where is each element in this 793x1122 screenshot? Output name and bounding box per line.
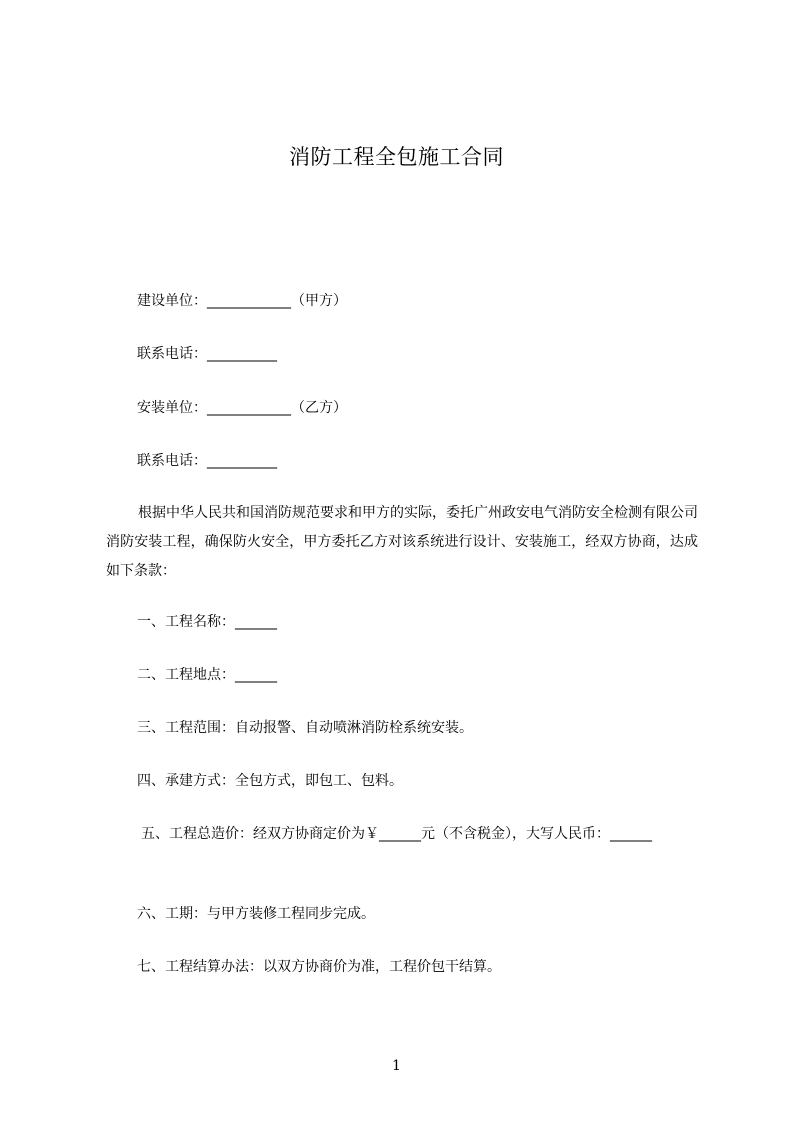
builder-unit-line: 建设单位：____________（甲方）	[137, 293, 347, 309]
clause-project-location: 二、工程地点：______	[137, 667, 277, 683]
page-number: 1	[392, 1058, 401, 1074]
installer-phone-line: 联系电话：__________	[137, 453, 277, 469]
builder-phone-line: 联系电话：__________	[137, 346, 277, 362]
intro-paragraph: 根据中华人民共和国消防规范要求和甲方的实际，委托广州政安电气消防安全检测有限公司消防安装工程，确保防火安全，甲方委托乙方对该系统进行设计、安装施工，经双方协商，达成如下条款：	[106, 505, 698, 579]
clause-project-name: 一、工程名称：______	[137, 614, 277, 630]
installer-unit-line: 安装单位：____________（乙方）	[137, 400, 347, 416]
clause-contract-mode: 四、承建方式：全包方式，即包工、包料。	[137, 773, 403, 789]
clause-schedule: 六、工期：与甲方装修工程同步完成。	[137, 906, 375, 922]
clause-settlement: 七、工程结算办法：以双方协商价为准，工程价包干结算。	[137, 959, 501, 975]
clause-project-scope: 三、工程范围：自动报警、自动喷淋消防栓系统安装。	[137, 720, 473, 736]
document-title: 消防工程全包施工合同	[289, 145, 504, 169]
clause-total-cost: 五、工程总造价：经双方协商定价为￥______元（不含税金），大写人民币：______	[141, 826, 652, 842]
